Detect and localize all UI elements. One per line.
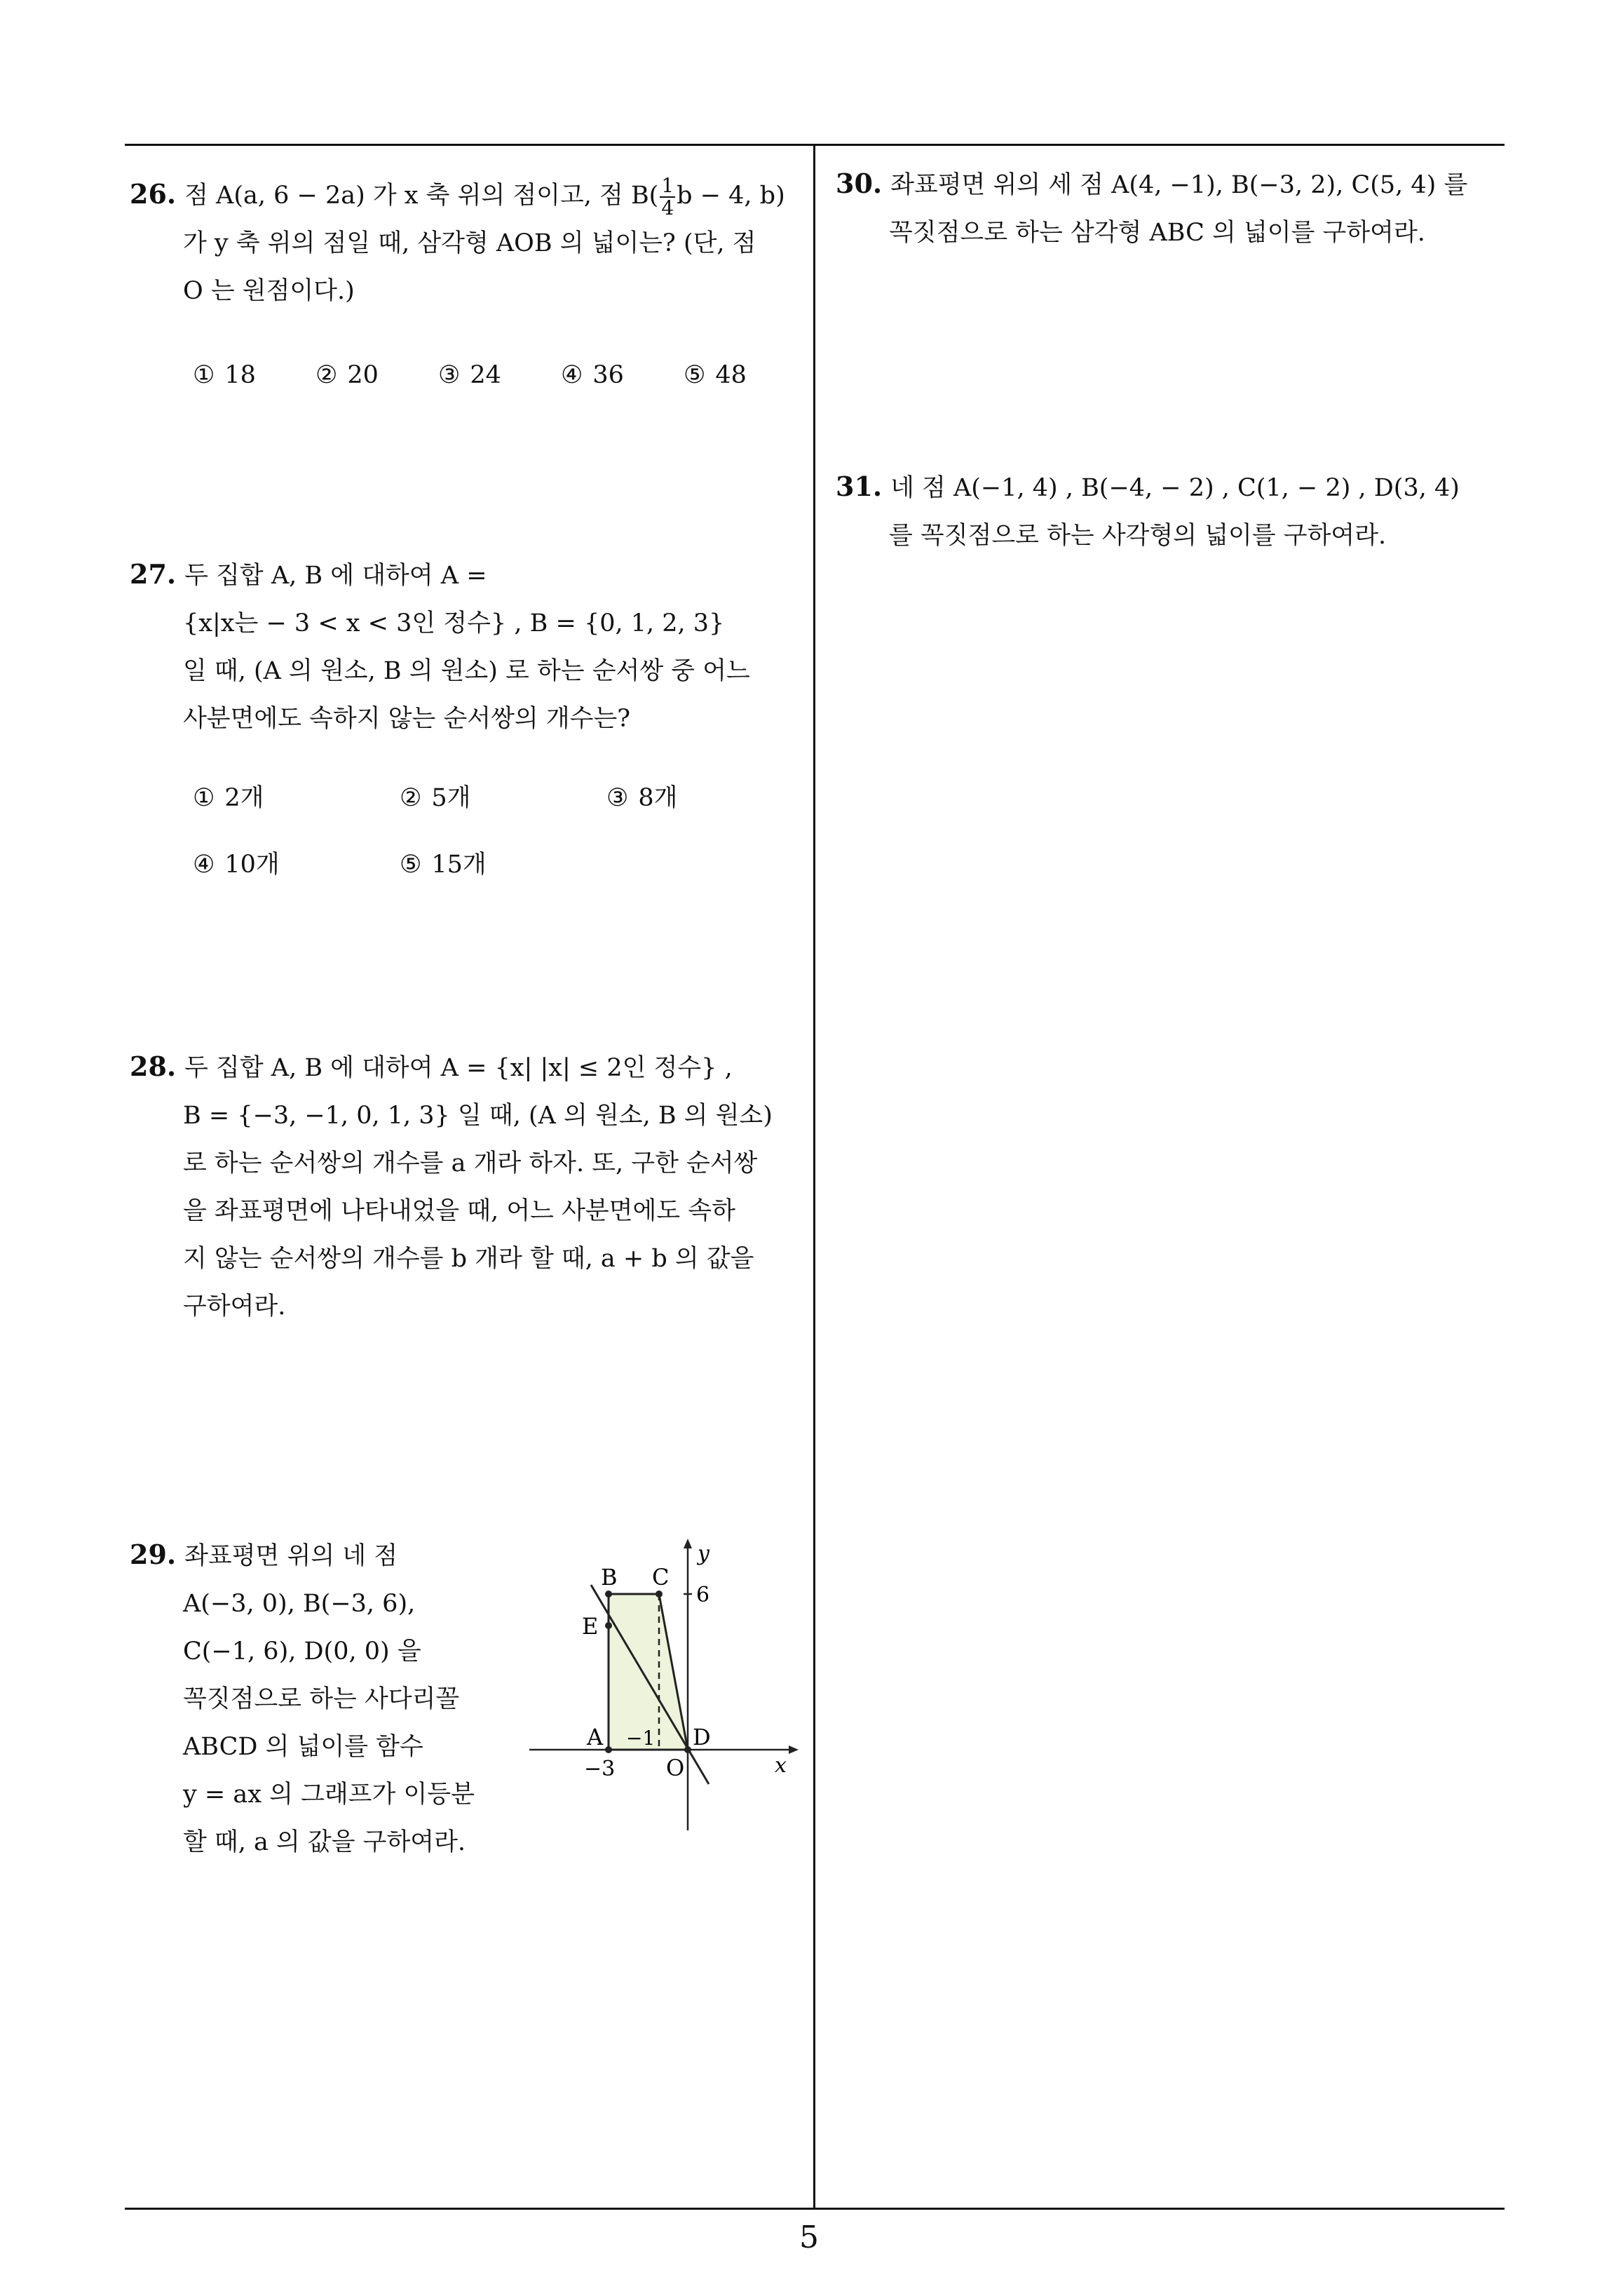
label-x: x [775,1753,787,1778]
q29-l6-word: 이등분 [403,1781,475,1809]
q29-l3-word: 0) [364,1637,390,1666]
q28-text-1: 두 집합 A, B 에 대하여 A = {x| |x| ≤ 2인 정수} , [184,1054,733,1082]
question-27 [130,551,803,743]
question-29 [130,1531,508,1866]
q26-frac-denominator: 4 [661,196,674,220]
q26-choice-1-text: 18 [224,361,256,389]
q26-choice-2-text: 20 [347,361,379,389]
label-c: C [652,1564,670,1591]
q29-line-5 [130,1723,508,1771]
q29-l3-word: 을 [397,1637,421,1666]
q27-l1-word: A, [271,562,297,590]
point-e [605,1622,612,1629]
page-number: 5 [799,2220,819,2255]
q28-line-2: B = {−3, −1, 0, 1, 3} 일 때, (A 의 원소, B 의 원소) [183,1102,773,1130]
q27-choice-3-text: 8개 [638,784,678,812]
q27-choice-3[interactable] [606,777,677,819]
q27-l2-word: B [529,609,548,637]
q29-line-7: 할 때, a 의 값을 구하여라. [183,1828,466,1856]
point-d [684,1746,691,1753]
q29-line-6 [130,1771,508,1818]
q30-number: 30. [836,168,883,199]
label-neg3: −3 [584,1757,616,1781]
label-o: O [666,1755,685,1781]
q31-number: 31. [836,471,883,502]
q28-line-5: 지 않는 순서쌍의 개수를 b 개라 할 때, a + b 의 값을 [183,1245,754,1273]
q26-line-2: 가 y 축 위의 점일 때, 삼각형 AOB 의 넓이는? (단, 점 [183,229,756,257]
q27-choice-2[interactable] [400,777,470,819]
label-d: D [693,1724,711,1750]
label-b: B [601,1564,618,1591]
q31-line-1 [836,463,1509,512]
q27-l1-word: 대하여 [362,562,433,590]
q27-choices [193,777,796,882]
q27-l2-word: , [514,609,522,637]
q29-l5-word: ABCD [183,1733,258,1761]
q29-l4-word: 사다리꼴 [364,1685,460,1713]
q26-text-1b: b − 4, b) [677,182,785,210]
q26-choice-3[interactable] [438,354,501,396]
q29-l3-word: D(0, [304,1637,357,1666]
q27-choice-2-mark: ② [400,784,422,812]
q30-line-2: 꼭짓점으로 하는 삼각형 ABC 의 넓이를 구하여라. [889,219,1425,247]
q26-text-1a: 점 A(a, 6 − 2a) 가 x 축 위의 점이고, 점 B( [184,182,659,210]
question-26 [130,170,803,315]
q27-choice-3-mark: ③ [606,784,629,812]
q27-l2-word: {x|x는 − 3 < x < 3인 정수} [183,609,507,637]
q27-l1-word: 두 [184,562,208,590]
q28-line-6: 구하여라. [183,1292,286,1321]
q28-line-4: 을 좌표평면에 나타내었을 때, 어느 사분면에도 속하 [183,1197,735,1225]
q29-l1-word: 점 [374,1542,398,1570]
q26-choice-1-mark: ① [193,361,215,389]
q26-frac-numerator: 1 [661,173,674,197]
q31-text-1: 네 점 A(−1, 4) , B(−4, − 2) , C(1, − 2) , D(3, 4) [890,474,1460,502]
q26-choice-1[interactable] [193,354,256,396]
q29-l5-word: 의 [265,1733,290,1761]
q30-line-1 [836,160,1509,209]
q29-l4-word: 꼭짓점으로 [183,1685,302,1713]
label-six: 6 [696,1583,710,1607]
q27-choice-1-text: 2개 [224,784,264,812]
q27-choice-4-text: 10개 [224,851,280,879]
q27-line-1 [130,551,803,600]
q26-choice-3-mark: ③ [438,361,461,389]
q27-l2-word: = [555,609,576,637]
q29-line-4 [130,1675,508,1723]
question-30 [836,160,1509,257]
point-c [656,1591,663,1598]
q27-number: 27. [130,558,177,590]
q27-l1-word: A [440,562,459,590]
y-axis-arrow [684,1539,692,1548]
q29-l5-word: 함수 [376,1733,423,1761]
q29-l4-word: 하는 [309,1685,357,1713]
q28-line-1 [130,1043,803,1092]
q26-number: 26. [130,178,177,210]
column-divider [813,144,815,2209]
q29-l3-word: C(−1, [183,1637,256,1666]
q27-line-2 [130,600,803,647]
q29-line-1 [130,1531,508,1580]
q27-l1-w0 [130,558,208,590]
q27-line-4: 사분면에도 속하지 않는 순서쌍의 개수는? [183,705,631,733]
q27-l1-word: 집합 [216,562,264,590]
q27-l1-word: B [304,562,323,590]
q27-choice-5-text: 15개 [431,851,487,879]
label-a: A [587,1724,604,1750]
q27-l1-word: 에 [330,562,355,590]
point-b [605,1591,612,1598]
q29-line-2: A(−3, 0), B(−3, 6), [183,1590,416,1618]
q30-text-1: 좌표평면 위의 세 점 A(4, −1), B(−3, 2), C(5, 4) 를 [890,171,1468,199]
q26-choice-5[interactable] [684,354,747,396]
q29-number: 29. [130,1539,177,1570]
q28-number: 28. [130,1051,177,1082]
q29-l1-w0 [130,1539,280,1570]
q29-l5-word: 넓이를 [297,1733,369,1761]
x-axis-arrow [789,1745,799,1754]
q26-choice-4-text: 36 [592,361,624,389]
q27-l1-word: = [466,562,487,590]
label-e: E [582,1613,599,1640]
q27-choice-1[interactable] [193,777,264,819]
q28-line-3: 로 하는 순서쌍의 개수를 a 개라 하자. 또, 구한 순서쌍 [183,1149,758,1177]
q27-choice-4-mark: ④ [193,851,215,879]
q29-line-3 [130,1628,508,1675]
q29-l1-word: 위의 [287,1542,335,1570]
q27-l2-word: {0, 1, 2, 3} [583,609,725,637]
q29-trapezoid-figure [522,1536,803,1844]
q26-choice-3-text: 24 [470,361,501,389]
bottom-rule [125,2208,1505,2210]
q27-choice-2-text: 5개 [431,784,471,812]
q26-choice-4-mark: ④ [561,361,583,389]
q26-fraction [660,175,675,219]
q29-l1-word: 좌표평면 [184,1542,280,1570]
q29-l3-word: 6), [263,1637,297,1666]
q26-line-1 [130,170,803,220]
q27-choice-5[interactable] [400,844,487,886]
q27-line-3: 일 때, (A 의 원소, B 의 원소) 로 하는 순서쌍 중 어느 [183,657,750,685]
q26-line-3: O 는 원점이다.) [183,277,355,305]
q27-choice-5-mark: ⑤ [400,851,422,879]
q27-choice-4[interactable] [193,844,280,886]
q27-choice-1-mark: ① [193,784,215,812]
label-neg1: −1 [626,1727,656,1750]
q29-l6-word: y = ax [183,1781,262,1809]
question-31 [836,463,1509,560]
q26-choice-2[interactable] [315,354,379,396]
q26-choice-5-text: 48 [715,361,747,389]
q31-line-2: 를 꼭짓점으로 하는 사각형의 넓이를 구하여라. [889,522,1387,550]
q26-choices [193,354,796,396]
q29-l6-word: 그래프가 [301,1781,396,1809]
question-28 [130,1043,803,1330]
label-y: y [698,1541,709,1566]
q26-choice-2-mark: ② [315,361,338,389]
q26-choice-5-mark: ⑤ [684,361,706,389]
q29-l6-word: 의 [269,1781,293,1809]
q26-choice-4[interactable] [561,354,624,396]
point-a [605,1746,612,1753]
q29-l1-word: 네 [342,1542,367,1570]
